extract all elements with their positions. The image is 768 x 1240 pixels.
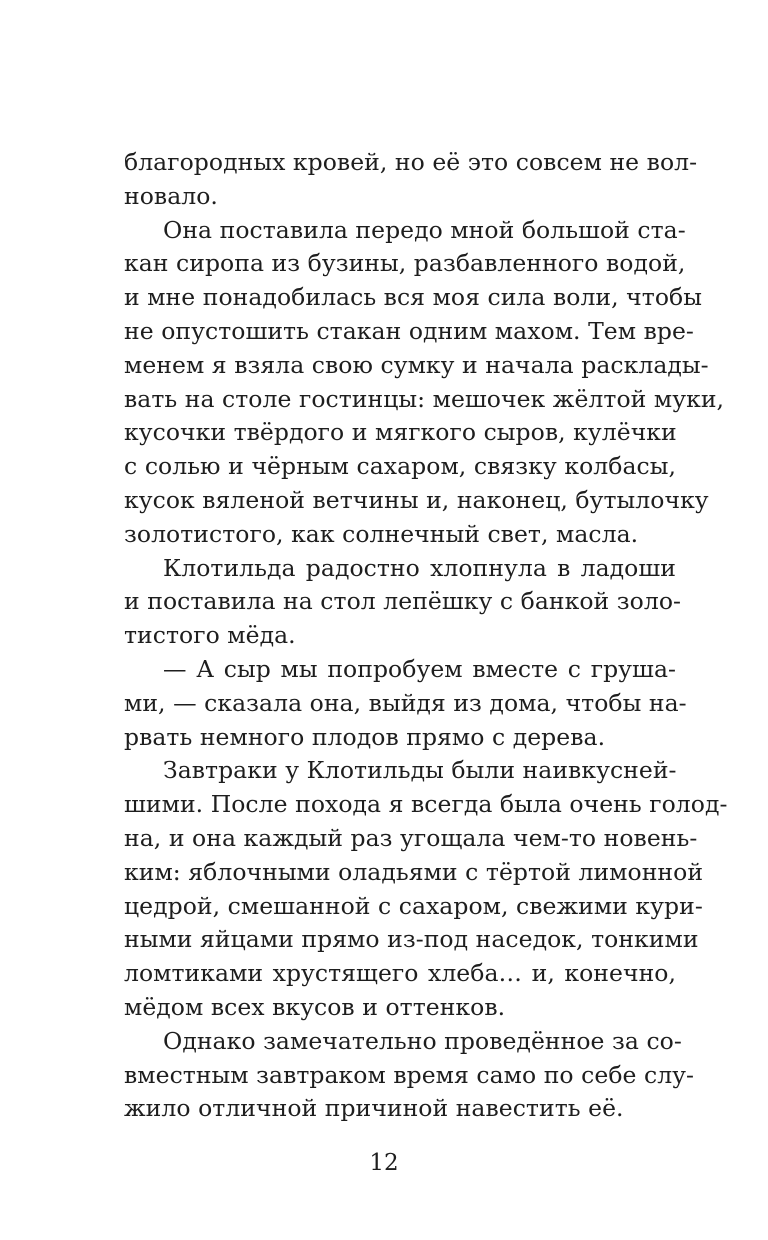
- text-line: кусок вяленой ветчины и, наконец, бутылочку: [124, 485, 709, 514]
- text-line: и поставила на стол лепёшку с банкой золо-: [124, 587, 682, 616]
- text-line: с солью и чёрным сахаром, связку колбасы,: [124, 452, 676, 481]
- text-line: новало.: [124, 181, 218, 210]
- text-line: вать на столе гостинцы: мешочек жёлтой муки,: [124, 384, 725, 413]
- text-line: не опустошить стакан одним махом. Тем вре-: [124, 316, 694, 345]
- text-line: и мне понадобилась вся моя сила воли, чтобы: [124, 283, 702, 312]
- text-line: кусочки твёрдого и мягкого сыров, кулёчки: [124, 418, 677, 447]
- text-line: менем я взяла свою сумку и начала расклады-: [124, 350, 709, 379]
- text-line: Однако замечательно проведённое за со-: [163, 1026, 682, 1055]
- text-line: тистого мёда.: [124, 621, 296, 650]
- text-line: вместным завтраком время само по себе слу-: [124, 1060, 695, 1089]
- text-line: рвать немного плодов прямо с дерева.: [124, 722, 606, 751]
- text-line: ми, — сказала она, выйдя из дома, чтобы на-: [124, 688, 687, 717]
- text-line: на, и она каждый раз угощала чем-то новень-: [124, 823, 698, 852]
- text-line: ными яйцами прямо из-под наседок, тонкими: [124, 925, 699, 954]
- page-body-text: [124, 146, 728, 1126]
- text-line: золотистого, как солнечный свет, масла.: [124, 519, 639, 548]
- text-line: цедрой, смешанной с сахаром, свежими кури-: [124, 891, 703, 920]
- text-line: жило отличной причиной навестить её.: [124, 1094, 624, 1123]
- text-line: шими. После похода я всегда была очень голод-: [124, 790, 728, 819]
- text-line: ким: яблочными оладьями с тёртой лимонной: [124, 857, 704, 886]
- text-line: кан сиропа из бузины, разбавленного водой,: [124, 249, 686, 278]
- text-line: Завтраки у Клотильды были наивкусней-: [163, 756, 677, 785]
- text-line: Клотильда радостно хлопнула в ладоши: [163, 553, 676, 582]
- text-line: мёдом всех вкусов и оттенков.: [124, 992, 506, 1021]
- text-line: — А сыр мы попробуем вместе с груша-: [163, 654, 676, 683]
- text-line: благородных кровей, но её это совсем не вол-: [124, 148, 698, 176]
- text-line: Она поставила передо мной большой ста-: [163, 215, 686, 244]
- text-line: ломтиками хрустящего хлеба… и, конечно,: [124, 959, 676, 988]
- page-number: 12: [369, 1150, 399, 1176]
